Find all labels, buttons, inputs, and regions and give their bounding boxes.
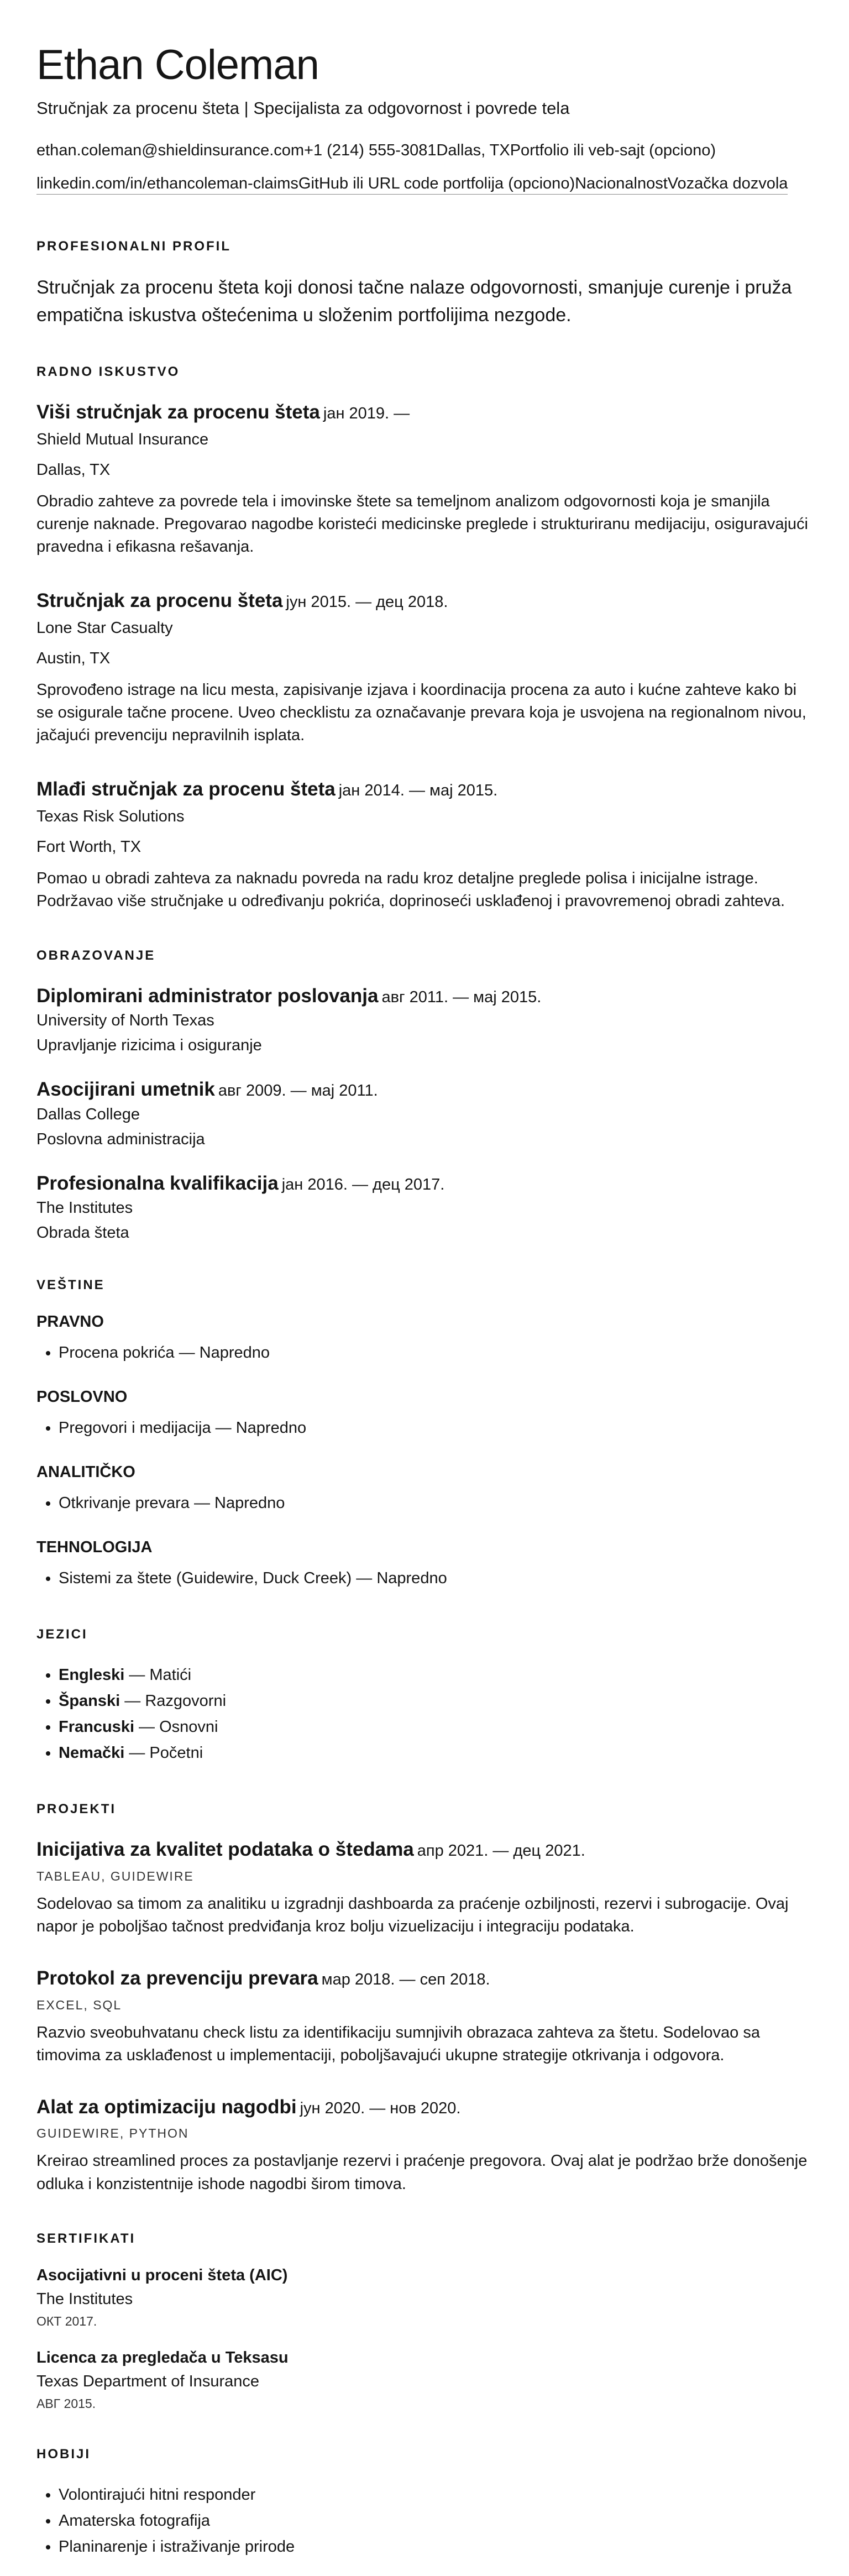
project-name: Inicijativa za kvalitet podataka o štedama [36, 1839, 414, 1861]
certification-issuer: The Institutes [36, 2290, 133, 2308]
project-description: Sodelovao sa timom za analitiku u izgradnji dashboarda za praćenje ozbiljnosti, rezervi i subrogacije. Ovaj napor je poboljšao tačnost predviđanja kroz bolju vizuelizaciju i integraciju podataka. [36, 1894, 789, 1935]
certification-date: АВГ 2015. [36, 2396, 96, 2411]
education-section [36, 948, 813, 1243]
language-name: Španski [59, 1692, 120, 1710]
job-description: Pomao u obradi zahteva za naknadu povreda na radu kroz detaljne preglede polisa i inicijalne istrage. Podržavao više stručnjake u određivanju pokrića, doprinoseći usklađenoj i pravovremenoj obradi zahteva. [36, 869, 785, 910]
project-dates: мар 2018. — сеп 2018. [321, 1971, 490, 1989]
project-name: Protokol za prevenciju prevara [36, 1967, 318, 1989]
skill-item: • Procena pokrića — Napredno [59, 1340, 813, 1366]
skill-item: • Sistemi za štete (Guidewire, Duck Creek) — Napredno [59, 1566, 813, 1591]
headline: Stručnjak za procenu šteta | Specijalista za odgovornost i povrede tela [36, 98, 570, 118]
job-title: Stručnjak za procenu šteta [36, 590, 283, 612]
experience-section [36, 364, 813, 913]
job-title: Viši stručnjak za procenu šteta [36, 401, 320, 423]
section-title: PROFESIONALNI PROFIL [36, 239, 232, 254]
skill-category-title: ANALITIČKO [36, 1463, 135, 1481]
certification-entry [36, 2349, 813, 2411]
job-location: Fort Worth, TX [36, 837, 142, 856]
github-link[interactable]: GitHub ili URL code portfolija (opciono) [298, 174, 575, 192]
projects-section [36, 1802, 813, 2196]
study-field: Upravljanje rizicima i osiguranje [36, 1036, 262, 1055]
contact-row [36, 140, 813, 161]
project-tech: GUIDEWIRE, PYTHON [36, 2126, 189, 2141]
skill-category [36, 1388, 813, 1441]
language-name: Engleski [59, 1666, 125, 1684]
hobby-item: • Volontirajući hitni responder [59, 2482, 813, 2508]
hobby-list [36, 2482, 813, 2560]
phone-link[interactable]: +1 (214) 555-3081 [304, 142, 437, 160]
profile-summary: Stručnjak za procenu šteta koji donosi tačne nalaze odgovornosti, smanjuje curenje i pruža empatična iskustva oštećenima u složenim portfolijima nezgode. [36, 277, 792, 326]
profile-section [36, 239, 813, 329]
study-field: Obrada šteta [36, 1224, 129, 1242]
school-name: University of North Texas [36, 1012, 214, 1030]
education-dates: јан 2016. — дец 2017. [281, 1175, 445, 1193]
degree-title: Asocijirani umetnik [36, 1078, 215, 1101]
job-company: Lone Star Casualty [36, 619, 173, 637]
linkedin-link[interactable]: linkedin.com/in/ethancoleman-claims [36, 174, 298, 192]
language-level: — Razgovorni [120, 1692, 227, 1710]
language-item [59, 1714, 813, 1740]
email-link[interactable]: ethan.coleman@shieldinsurance.com [36, 142, 305, 160]
job-dates: јан 2019. — [323, 405, 410, 423]
language-level: — Matići [124, 1666, 192, 1684]
project-entry [36, 1966, 813, 2067]
skill-category [36, 1538, 813, 1591]
language-name: Nemački [59, 1744, 125, 1762]
education-entry [36, 1171, 813, 1243]
job-dates: јан 2014. — мај 2015. [338, 782, 498, 800]
project-description: Razvio sveobuhvatanu check listu za identifikaciju sumnjivih obrazaca zahteva za štetu. Sodelovao sa timovima za usklađenost u implementaciji, poboljšavajući ukupne strategije otkrivanja i odgovora. [36, 2023, 760, 2064]
project-tech: EXCEL, SQL [36, 1997, 122, 2012]
hobbies-section [36, 2447, 813, 2560]
education-entry [36, 983, 813, 1055]
project-dates: апр 2021. — дец 2021. [417, 1842, 585, 1860]
job-description: Sprovođeno istrage na licu mesta, zapisivanje izjava i koordinacija procena za auto i kućne zahteve kako bi se osigurale tačne procene. Uveo checklistu za označavanje prevara koja je usvojena na regionalnom nivou, jačajući prevenciju nepravilnih isplata. [36, 680, 806, 744]
certifications-section [36, 2231, 813, 2411]
language-level: — Početni [124, 1744, 203, 1762]
skill-category [36, 1313, 813, 1366]
certification-date: ОКТ 2017. [36, 2313, 97, 2328]
section-title: SERTIFIKATI [36, 2231, 136, 2246]
project-entry [36, 1837, 813, 1938]
project-name: Alat za optimizaciju nagodbi [36, 2096, 297, 2118]
language-item [59, 1740, 813, 1766]
study-field: Poslovna administracija [36, 1130, 205, 1148]
skill-item: • Otkrivanje prevara — Napredno [59, 1490, 813, 1516]
project-entry [36, 2095, 813, 2196]
job-location: Austin, TX [36, 649, 111, 667]
hobby-item: • Planinarenje i istraživanje prirode [59, 2534, 813, 2560]
section-title: OBRAZOVANJE [36, 947, 156, 963]
education-entry [36, 1077, 813, 1149]
languages-section [36, 1627, 813, 1766]
job-company: Texas Risk Solutions [36, 807, 185, 825]
skill-category [36, 1463, 813, 1516]
nationality-text: Nacionalnost [575, 174, 668, 192]
job-entry [36, 400, 813, 558]
section-title: HOBIJI [36, 2446, 91, 2462]
school-name: Dallas College [36, 1105, 140, 1123]
section-title: JEZICI [36, 1627, 88, 1642]
job-dates: јун 2015. — дец 2018. [286, 593, 448, 611]
education-dates: авг 2009. — мај 2011. [218, 1082, 378, 1100]
degree-title: Profesionalna kvalifikacija [36, 1172, 279, 1194]
skill-category-title: PRAVNO [36, 1313, 104, 1331]
certification-name: Asocijativni u proceni šteta (AIC) [36, 2266, 288, 2284]
job-title: Mlađi stručnjak za procenu šteta [36, 778, 336, 800]
location-text: Dallas, TX [436, 142, 510, 160]
section-title: RADNO ISKUSTVO [36, 364, 180, 380]
school-name: The Institutes [36, 1199, 133, 1217]
skills-section [36, 1277, 813, 1591]
section-title: VEŠTINE [36, 1277, 105, 1293]
project-description: Kreirao streamlined proces za postavljanje rezervi i praćenje pregovora. Ovaj alat je podržao brže donošenje odluka i konzistentnije ishode nagodbi širom timova. [36, 2152, 808, 2193]
job-entry [36, 777, 813, 913]
job-location: Dallas, TX [36, 460, 111, 479]
language-item [59, 1662, 813, 1688]
language-item [59, 1688, 813, 1714]
certification-name: Licenca za pregledača u Teksasu [36, 2348, 289, 2366]
portfolio-link[interactable]: Portfolio ili veb-sajt (opciono) [510, 142, 716, 160]
license-text: Vozačka dozvola [667, 174, 788, 192]
certification-issuer: Texas Department of Insurance [36, 2372, 259, 2390]
links-row [36, 174, 788, 195]
section-title: PROJEKTI [36, 1802, 117, 1817]
skill-category-title: TEHNOLOGIJA [36, 1538, 153, 1557]
language-list [36, 1662, 813, 1766]
job-entry [36, 588, 813, 747]
job-description: Obradio zahteve za povrede tela i imovinske štete sa temeljnom analizom odgovornosti koja je smanjila curenje naknade. Pregovarao nagodbe koristeći medicinske preglede i strukturiranu medijaciju, osiguravajući pravedna i efikasna rešavanja. [36, 492, 808, 556]
education-dates: авг 2011. — мај 2015. [381, 988, 542, 1006]
project-tech: TABLEAU, GUIDEWIRE [36, 1868, 194, 1883]
job-company: Shield Mutual Insurance [36, 430, 209, 448]
candidate-name: Ethan Coleman [36, 41, 319, 88]
language-name: Francuski [59, 1718, 134, 1736]
skill-category-title: POSLOVNO [36, 1388, 128, 1406]
certification-entry [36, 2266, 813, 2329]
language-level: — Osnovni [134, 1718, 218, 1736]
hobby-item: • Amaterska fotografija [59, 2508, 813, 2534]
project-dates: јун 2020. — нов 2020. [300, 2099, 461, 2117]
degree-title: Diplomirani administrator poslovanja [36, 985, 379, 1007]
skill-item: • Pregovori i medijacija — Napredno [59, 1415, 813, 1441]
